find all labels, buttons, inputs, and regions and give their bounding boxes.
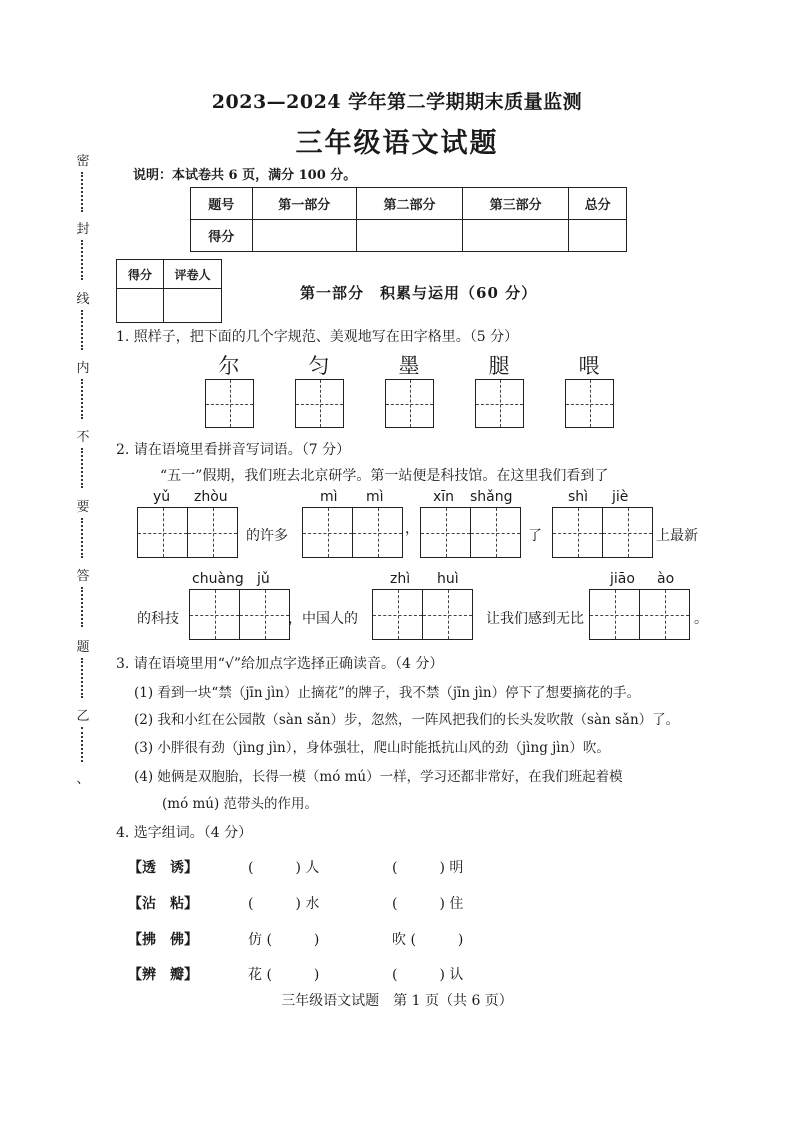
- q2-text-fragment: 让我们感到无比: [486, 611, 584, 627]
- grader-box: [116, 259, 222, 323]
- q4-text: 4. 选字组词。（4 分）: [116, 825, 253, 841]
- q3-item: (2) 我和小红在公园散（sàn sǎn）步，忽然，一阵风把我们的长头发吹散（sàn sǎn）了。: [134, 712, 680, 728]
- pinyin: zhòu: [194, 489, 228, 505]
- seal-char: 要: [76, 500, 90, 515]
- q4-label: 【拂 佛】: [128, 932, 198, 948]
- q4-blank[interactable]: ( ) 水: [248, 896, 320, 912]
- pinyin: jiāo: [610, 571, 635, 587]
- score-row-label: 得分: [191, 220, 253, 252]
- q4-label: 【辨 瓣】: [128, 967, 198, 983]
- q4-blank[interactable]: ( ) 明: [392, 860, 464, 876]
- q3-text: 3. 请在语境里用“√”给加点字选择正确读音。（4 分）: [116, 656, 444, 672]
- tian-grid[interactable]: [385, 379, 434, 428]
- q4-label: 【沾 粘】: [128, 896, 198, 912]
- q2-context: “五一”假期，我们班去北京研学。第一站便是科技馆。在这里我们看到了: [160, 468, 609, 484]
- pinyin: zhì: [390, 571, 411, 587]
- tian-grid[interactable]: [470, 507, 521, 558]
- seal-char: 不: [76, 430, 90, 445]
- tian-grid[interactable]: [589, 589, 640, 640]
- grader-score-cell[interactable]: [117, 289, 164, 323]
- part1-title: 第一部分 积累与运用（60 分）: [300, 284, 538, 302]
- q1-text: 1. 照样子，把下面的几个字规范、美观地写在田字格里。（5 分）: [116, 329, 519, 345]
- q2-text-fragment: 。: [694, 611, 708, 627]
- exam-subtitle: 三年级语文试题: [295, 128, 499, 159]
- q2-text-fragment: 了: [528, 528, 542, 544]
- seal-char: 答: [76, 569, 90, 584]
- seal-char: 题: [76, 640, 90, 655]
- q4-blank[interactable]: ( ) 住: [392, 896, 464, 912]
- pinyin: shǎng: [470, 489, 513, 505]
- grader-name-cell[interactable]: [164, 289, 222, 323]
- tian-grid[interactable]: [295, 379, 344, 428]
- tian-grid[interactable]: [372, 589, 423, 640]
- tian-grid[interactable]: [205, 379, 254, 428]
- pinyin: jǔ: [257, 571, 270, 587]
- q3-item: (4) 她俩是双胞胎，长得一模（mó mú）一样，学习还都非常好，在我们班起着模: [134, 769, 623, 785]
- exam-title: 2023—2024 学年第二学期期末质量监测: [211, 91, 583, 113]
- seal-char: 线: [76, 292, 90, 307]
- pinyin: jiè: [612, 489, 629, 505]
- pinyin: shì: [568, 489, 589, 505]
- exam-note: 说明：本试卷共 6 页，满分 100 分。: [133, 168, 357, 183]
- q2-text-fragment: 的许多: [246, 528, 288, 544]
- pinyin: chuàng: [192, 571, 244, 587]
- q4-blank[interactable]: ( ) 人: [248, 860, 320, 876]
- pinyin: huì: [437, 571, 459, 587]
- tian-grid[interactable]: [552, 507, 603, 558]
- score-cell[interactable]: [463, 220, 569, 252]
- q3-item: (mó mú) 范带头的作用。: [162, 796, 319, 812]
- tian-grid[interactable]: [187, 507, 238, 558]
- pinyin: xīn: [433, 489, 455, 505]
- q1-char: 喂: [578, 354, 600, 378]
- q2-text-fragment: ，中国人的: [288, 611, 358, 627]
- tian-grid[interactable]: [475, 379, 524, 428]
- tian-grid[interactable]: [639, 589, 690, 640]
- tian-grid[interactable]: [422, 589, 473, 640]
- score-header: 总分: [569, 188, 627, 220]
- seal-char: 内: [76, 361, 90, 376]
- score-header: 第二部分: [356, 188, 462, 220]
- q2-text-fragment: 的科技: [137, 611, 179, 627]
- tian-grid[interactable]: [302, 507, 353, 558]
- score-cell[interactable]: [569, 220, 627, 252]
- q4-blank[interactable]: 吹 ( ): [392, 932, 464, 948]
- score-cell[interactable]: [356, 220, 462, 252]
- q1-char: 匀: [308, 354, 330, 378]
- tian-grid[interactable]: [189, 589, 240, 640]
- pinyin: mì: [320, 489, 338, 505]
- seal-char: 乙: [76, 709, 90, 724]
- tian-grid[interactable]: [602, 507, 653, 558]
- grader-name-label: 评卷人: [164, 260, 222, 289]
- q1-char: 腿: [488, 354, 510, 378]
- score-header: 题号: [191, 188, 253, 220]
- page-footer: 三年级语文试题 第 1 页（共 6 页）: [281, 993, 513, 1009]
- tian-grid[interactable]: [352, 507, 403, 558]
- pinyin: yǔ: [153, 489, 171, 505]
- q2-text: 2. 请在语境里看拼音写词语。（7 分）: [116, 442, 351, 458]
- q1-char: 尔: [218, 354, 240, 378]
- q2-text-fragment: 上最新: [656, 528, 698, 544]
- tian-grid[interactable]: [239, 589, 290, 640]
- score-cell[interactable]: [252, 220, 356, 252]
- pinyin: ào: [657, 571, 675, 587]
- grader-score-label: 得分: [117, 260, 164, 289]
- seal-char: 密: [76, 154, 90, 169]
- pinyin: mì: [366, 489, 384, 505]
- score-table: [190, 187, 627, 252]
- tian-grid[interactable]: [565, 379, 614, 428]
- q4-blank[interactable]: ( ) 认: [392, 967, 464, 983]
- q1-char: 墨: [398, 354, 420, 378]
- seal-char: 封: [76, 222, 90, 237]
- score-header: 第三部分: [463, 188, 569, 220]
- tian-grid[interactable]: [137, 507, 188, 558]
- q4-blank[interactable]: 花 ( ): [248, 967, 320, 983]
- q4-blank[interactable]: 仿 ( ): [248, 932, 320, 948]
- q3-item: (1) 看到一块“禁（jīn jìn）止摘花”的牌子，我不禁（jīn jìn）停下了想要摘花的手。: [134, 685, 641, 701]
- score-header: 第一部分: [252, 188, 356, 220]
- seal-char: 、: [76, 772, 90, 787]
- q4-label: 【透 诱】: [128, 860, 198, 876]
- q2-text-fragment: ，: [405, 521, 419, 537]
- q3-item: (3) 小胖很有劲（jìng jìn），身体强壮，爬山时能抵抗山风的劲（jìng jìn）吹。: [134, 740, 610, 756]
- tian-grid[interactable]: [420, 507, 471, 558]
